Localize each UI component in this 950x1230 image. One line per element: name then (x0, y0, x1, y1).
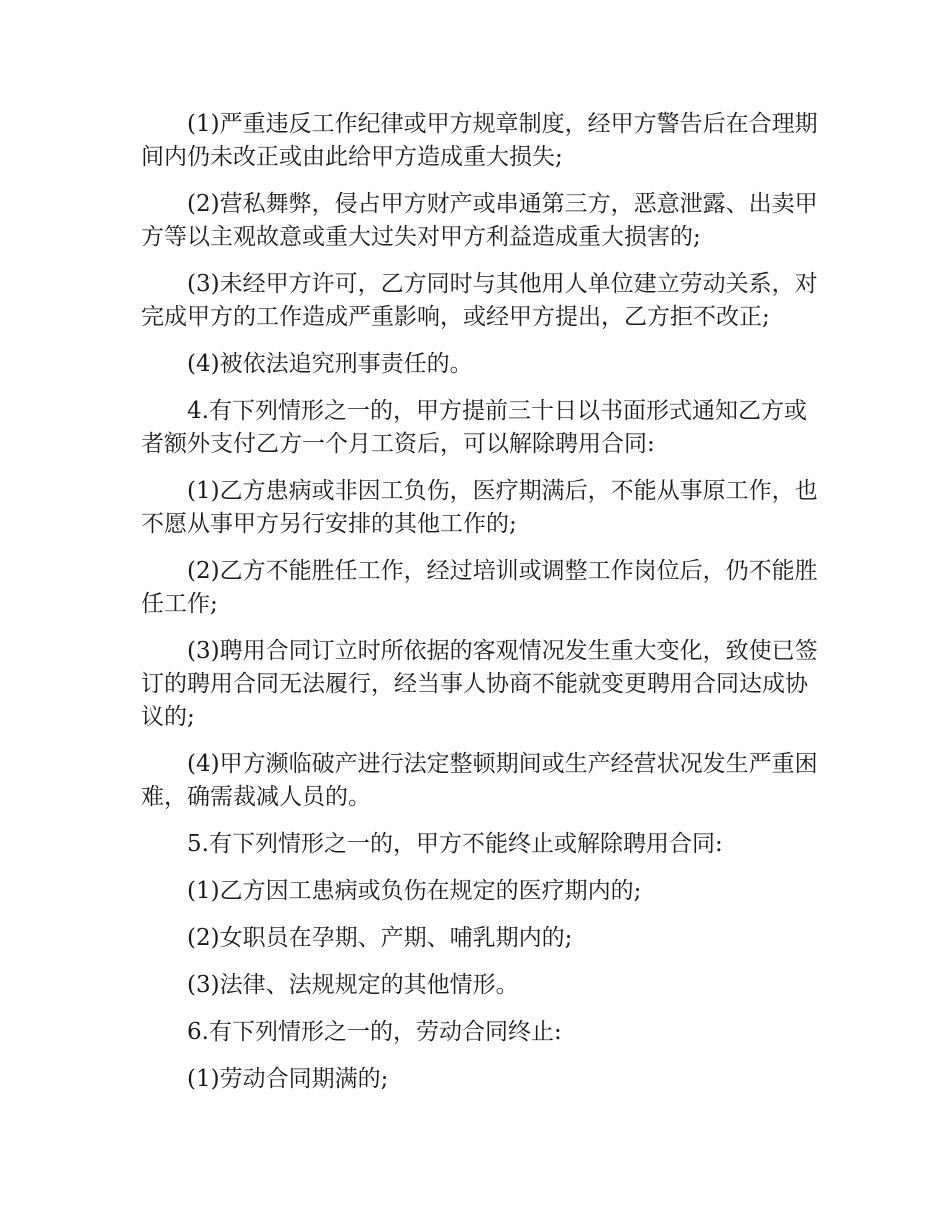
paragraph: (3)法律、法规规定的其他情形。 (187, 972, 519, 998)
paragraph: (1)劳动合同期满的; (187, 1066, 389, 1092)
paragraph: (4)被依法追究刑事责任的。 (187, 351, 473, 377)
paragraph: (1)严重违反工作纪律或甲方规章制度，经甲方警告后在合理期间内仍未改正或由此给甲方造成重大损失; (141, 111, 818, 170)
paragraph: (3)聘用合同订立时所依据的客观情况发生重大变化，致使已签订的聘用合同无法履行，经当事人协商不能就变更聘用合同达成协议的; (141, 638, 818, 730)
paragraph: (1)乙方因工患病或负伤在规定的医疗期内的; (187, 878, 642, 904)
paragraph: (1)乙方患病或非因工负伤，医疗期满后，不能从事原工作，也不愿从事甲方另行安排的其他工作的; (141, 478, 818, 537)
paragraph: (2)营私舞弊，侵占甲方财产或串通第三方，恶意泄露、出卖甲方等以主观故意或重大过失对甲方利益造成重大损害的; (141, 191, 818, 250)
paragraph: 4.有下列情形之一的，甲方提前三十日以书面形式通知乙方或者额外支付乙方一个月工资后，可以解除聘用合同: (141, 398, 807, 457)
paragraph: 5.有下列情形之一的，甲方不能终止或解除聘用合同: (187, 831, 723, 857)
paragraph: (2)乙方不能胜任工作，经过培训或调整工作岗位后，仍不能胜任工作; (141, 558, 818, 617)
paragraph: 6.有下列情形之一的，劳动合同终止: (187, 1019, 562, 1045)
paragraph: (4)甲方濒临破产进行法定整顿期间或生产经营状况发生严重困难，确需裁减人员的。 (141, 751, 818, 810)
document-body (141, 108, 821, 1110)
paragraph: (3)未经甲方许可，乙方同时与其他用人单位建立劳动关系，对完成甲方的工作造成严重影响，或经甲方提出，乙方拒不改正; (141, 271, 818, 330)
paragraph: (2)女职员在孕期、产期、哺乳期内的; (187, 925, 573, 951)
